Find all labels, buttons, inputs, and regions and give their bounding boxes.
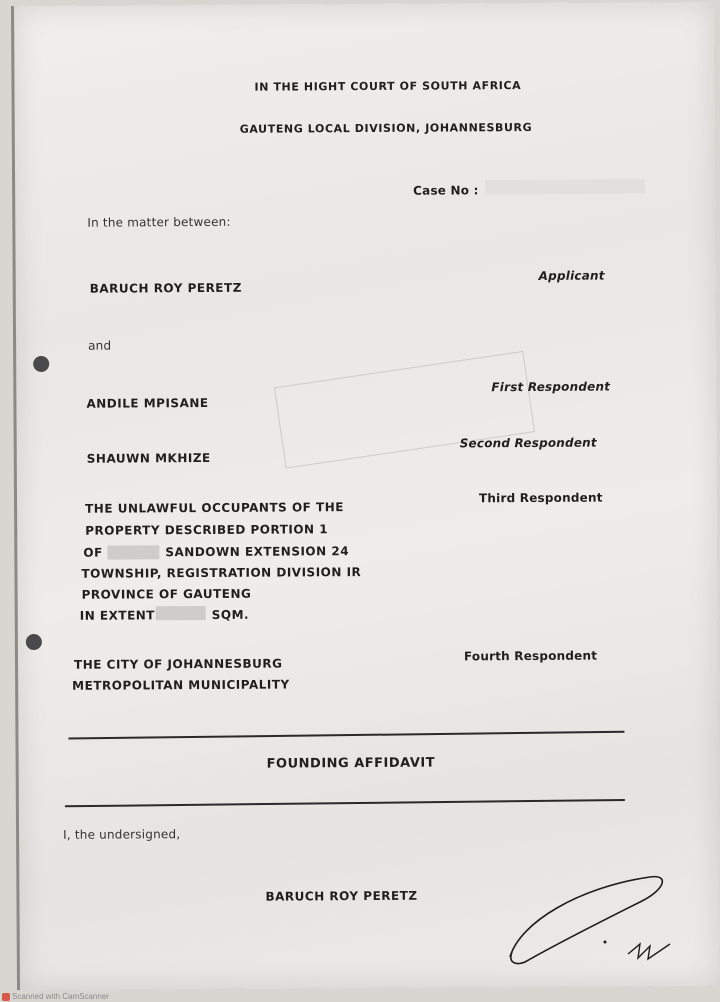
second-respondent-role: Second Respondent — [459, 435, 597, 451]
third-respondent-line-2: PROPERTY DESCRIBED PORTION 1 — [85, 522, 329, 538]
third-respondent-extent-label: IN EXTENT — [79, 608, 156, 623]
punch-hole — [33, 356, 49, 372]
undersigned-text: I, the undersigned, — [63, 827, 181, 842]
scanner-footer-text: Scanned with CamScanner — [12, 992, 109, 1001]
signature-mark — [500, 862, 680, 972]
fourth-respondent-line-1: THE CITY OF JOHANNESBURG — [73, 656, 283, 672]
case-number-label: Case No : — [413, 183, 479, 198]
third-respondent-line-3: SANDOWN EXTENSION 24 — [165, 544, 350, 560]
third-respondent-of-label: OF — [83, 545, 103, 560]
third-respondent-line-1: THE UNLAWFUL OCCUPANTS OF THE — [85, 500, 345, 516]
applicant-name: BARUCH ROY PERETZ — [89, 280, 242, 296]
extent-redaction — [156, 606, 206, 620]
applicant-role: Applicant — [538, 268, 605, 283]
fourth-respondent-line-2: METROPOLITAN MUNICIPALITY — [72, 677, 290, 693]
camscanner-logo-icon — [2, 993, 10, 1001]
erf-redaction — [107, 545, 159, 559]
third-respondent-line-4: TOWNSHIP, REGISTRATION DIVISION IR — [81, 565, 362, 581]
case-number-redaction — [485, 179, 645, 194]
third-respondent-line-5: PROVINCE OF GAUTENG — [81, 586, 252, 602]
third-respondent-line-6: SQM. — [211, 607, 250, 622]
divider-top — [68, 731, 624, 739]
first-respondent-name: ANDILE MPISANE — [86, 395, 209, 411]
third-respondent-role: Third Respondent — [478, 490, 603, 506]
division-heading: GAUTENG LOCAL DIVISION, JOHANNESBURG — [239, 120, 533, 136]
scanner-footer — [2, 992, 109, 1001]
first-respondent-role: First Respondent — [491, 379, 611, 395]
second-respondent-name: SHAUWN MKHIZE — [86, 450, 211, 466]
affidavit-page — [11, 2, 720, 990]
court-heading: IN THE HIGHT COURT OF SOUTH AFRICA — [254, 79, 522, 94]
fourth-respondent-role: Fourth Respondent — [463, 648, 598, 664]
deponent-name: BARUCH ROY PERETZ — [265, 888, 418, 904]
and-label: and — [88, 338, 112, 353]
punch-hole — [26, 634, 42, 650]
intro-text: In the matter between: — [87, 214, 231, 230]
divider-bottom — [65, 799, 625, 807]
document-title: FOUNDING AFFIDAVIT — [266, 755, 436, 772]
faded-stamp — [274, 351, 535, 469]
